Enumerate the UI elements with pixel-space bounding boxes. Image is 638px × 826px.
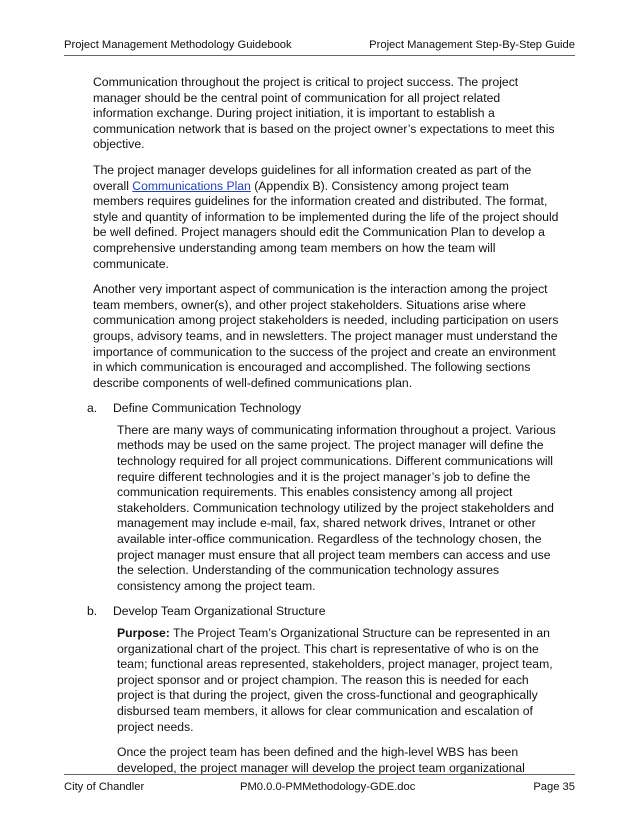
paragraph-communication-intro: Communication throughout the project is critical to project success. The project manager should be the central point of communication for all project related information exchange. During project initiation, it is important to establish a communication network that is based on the project owner’s expectations to meet this objective. xyxy=(93,75,555,152)
paragraph-purpose xyxy=(117,626,563,735)
paragraph-org-structure: Once the project team has been defined and the high-level WBS has been developed, the project manager will develop the project team organizational xyxy=(117,745,525,775)
paragraph-stakeholder-interaction: Another very important aspect of communication is the interaction among the project team members, owner(s), and other project stakeholders. Situations arise where communication among project stakeholders is needed, including participation on users groups, advisory teams, and in newsletters. The project manager must understand the importance of communication to the success of the project and create an environment in which communication is encouraged and accomplished. The following sections describe components of well-defined communications plan. xyxy=(93,282,559,390)
list-item-b-content xyxy=(117,626,563,776)
list-item-a-content xyxy=(117,423,563,595)
header-document-title: Project Management Methodology Guidebook xyxy=(64,39,292,51)
list-item-a-title: Define Communication Technology xyxy=(113,401,302,416)
list-marker-a: a. xyxy=(87,401,98,416)
list-item-a xyxy=(87,401,563,594)
paragraph-communication-technology: There are many ways of communicating information throughout a project. Various methods may be used on the same project. The project manager will define the technology required for all project communications. Different communications will require different technologies and it is the project manager’s job to define the communication requirements. This enables consistency among all project stakeholders. Communication technology utilized by the project stakeholders and management may include e-mail, fax, shared network drives, Intranet or other available inter-office communication. Regardless of the technology chosen, the project manager must ensure that all project team members can access and use the selection. Understanding of the communication technology assures consistency among the project team. xyxy=(117,422,556,593)
document-body xyxy=(87,75,563,786)
footer-divider xyxy=(64,774,575,775)
header-section-title: Project Management Step-By-Step Guide xyxy=(369,39,575,51)
footer-organization: City of Chandler xyxy=(64,781,145,793)
paragraph-guidelines xyxy=(93,163,563,272)
purpose-label: Purpose: xyxy=(117,626,170,640)
list-item-b-heading xyxy=(87,604,563,620)
paragraph-guidelines-text-1: The project manager develops guidelines for all information created as part of the overall xyxy=(93,162,532,193)
list-item-a-heading xyxy=(87,401,563,417)
list-item-b-title: Develop Team Organizational Structure xyxy=(113,604,326,619)
paragraph-guidelines-text-2: (Appendix B). Consistency among project team members requires guidelines for the information created and distributed. The format, style and quantity of information to be implemented during the life of the project should be well defined. Project managers should edit the Communication Plan to develop a comprehensive understanding among team members on how the team will communicate. xyxy=(93,178,559,271)
list-marker-b: b. xyxy=(87,604,98,619)
list-item-b xyxy=(87,604,563,776)
footer-filename: PM0.0.0-PMMethodology-GDE.doc xyxy=(240,781,416,793)
footer-page-number: Page 35 xyxy=(533,781,575,793)
communications-plan-link[interactable]: Communications Plan xyxy=(132,178,251,193)
header-divider xyxy=(64,55,575,56)
purpose-text: The Project Team’s Organizational Structure can be represented in an organizational chart of the project. This chart is representative of who is on the team; functional areas represented, stakeholders, project manager, project team, project sponsor and or project champion. The reason this is needed for each project is that during the project, given the cross-functional and geographically disbursed team members, it allows for clear communication and escalation of project needs. xyxy=(117,626,553,734)
